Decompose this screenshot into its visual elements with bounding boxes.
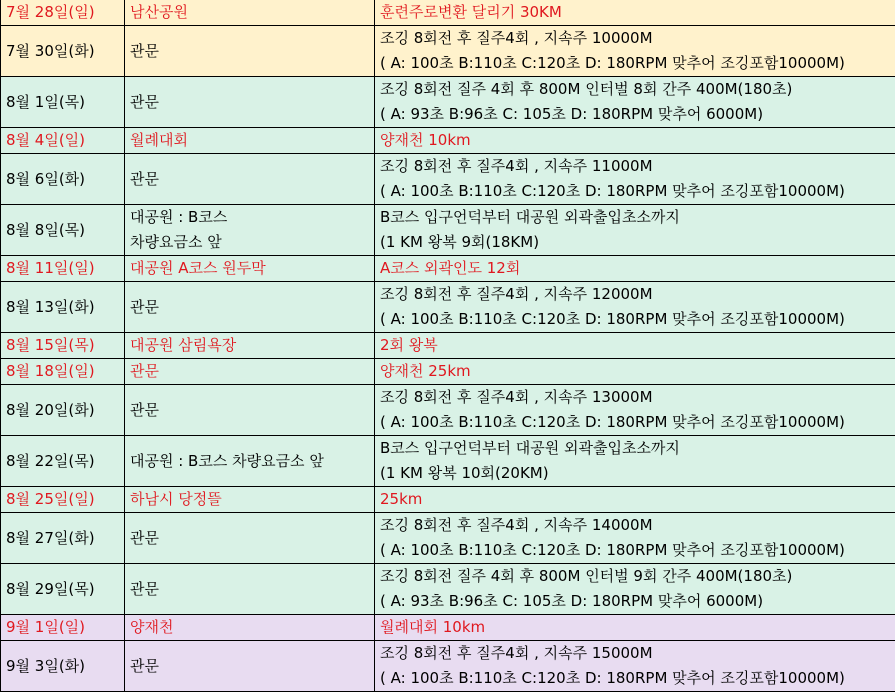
workout-cell <box>375 205 895 256</box>
table-row <box>1 77 895 128</box>
place-cell <box>125 359 375 385</box>
place-line: 관문 <box>130 577 370 602</box>
place-line: 관문 <box>130 295 370 320</box>
workout-cell <box>375 513 895 564</box>
workout-line: ( A: 100초 B:110초 C:120초 D: 180RPM 맞추어 조깅포함10000M) <box>380 307 891 332</box>
table-row <box>1 154 895 205</box>
workout-cell <box>375 0 895 26</box>
table-row <box>1 513 895 564</box>
place-line: 하남시 당정뜰 <box>130 487 370 512</box>
workout-line: B코스 입구언덕부터 대공원 외곽출입초소까지 <box>380 205 891 230</box>
workout-line: ( A: 93초 B:96초 C: 105초 D: 180RPM 맞추어 6000M) <box>380 589 891 614</box>
workout-cell <box>375 385 895 436</box>
workout-cell <box>375 359 895 385</box>
place-line: 관문 <box>130 526 370 551</box>
workout-line: 2회 왕복 <box>380 333 891 358</box>
workout-line: ( A: 100초 B:110초 C:120초 D: 180RPM 맞추어 조깅포함10000M) <box>380 666 891 691</box>
workout-cell <box>375 436 895 487</box>
workout-line: 훈련주로변환 달리기 30KM <box>380 0 891 25</box>
date-cell: 8월 8일(목) <box>1 205 125 256</box>
workout-cell <box>375 26 895 77</box>
workout-line: A코스 외곽인도 12회 <box>380 256 891 281</box>
date-cell: 8월 4일(일) <box>1 128 125 154</box>
place-cell <box>125 26 375 77</box>
workout-line: 양재천 10km <box>380 128 891 153</box>
date-cell: 8월 18일(일) <box>1 359 125 385</box>
workout-cell <box>375 641 895 692</box>
date-cell: 8월 6일(화) <box>1 154 125 205</box>
place-cell <box>125 256 375 282</box>
workout-line: ( A: 100초 B:110초 C:120초 D: 180RPM 맞추어 조깅포함10000M) <box>380 410 891 435</box>
schedule-body <box>1 0 895 692</box>
workout-cell <box>375 282 895 333</box>
workout-line: ( A: 93초 B:96초 C: 105초 D: 180RPM 맞추어 6000M) <box>380 102 891 127</box>
workout-line: 조깅 8회전 질주 4회 후 800M 인터벌 8회 간주 400M(180초) <box>380 77 891 102</box>
date-cell: 7월 30일(화) <box>1 26 125 77</box>
place-cell <box>125 436 375 487</box>
place-cell <box>125 205 375 256</box>
table-row <box>1 282 895 333</box>
place-cell <box>125 0 375 26</box>
place-line: 월례대회 <box>130 128 370 153</box>
date-cell: 8월 25일(일) <box>1 487 125 513</box>
table-row <box>1 0 895 26</box>
date-cell: 8월 20일(화) <box>1 385 125 436</box>
workout-cell <box>375 333 895 359</box>
workout-line: 조깅 8회전 후 질주4회 , 지속주 10000M <box>380 26 891 51</box>
place-cell <box>125 641 375 692</box>
table-row <box>1 385 895 436</box>
place-line: 대공원 삼림욕장 <box>130 333 370 358</box>
date-cell: 8월 1일(목) <box>1 77 125 128</box>
table-row <box>1 333 895 359</box>
table-row <box>1 26 895 77</box>
place-line: 관문 <box>130 90 370 115</box>
place-cell <box>125 154 375 205</box>
date-cell: 9월 1일(일) <box>1 615 125 641</box>
workout-line: (1 KM 왕복 10회(20KM) <box>380 461 891 486</box>
place-line: 대공원 : B코스 <box>130 205 370 230</box>
workout-cell <box>375 128 895 154</box>
workout-cell <box>375 615 895 641</box>
date-cell: 8월 13일(화) <box>1 282 125 333</box>
table-row <box>1 615 895 641</box>
table-row <box>1 564 895 615</box>
table-row <box>1 641 895 692</box>
date-cell: 8월 27일(화) <box>1 513 125 564</box>
workout-line: ( A: 100초 B:110초 C:120초 D: 180RPM 맞추어 조깅포함10000M) <box>380 179 891 204</box>
workout-line: 조깅 8회전 후 질주4회 , 지속주 14000M <box>380 513 891 538</box>
workout-cell <box>375 564 895 615</box>
workout-line: 월례대회 10km <box>380 615 891 640</box>
workout-line: B코스 입구언덕부터 대공원 외곽출입초소까지 <box>380 436 891 461</box>
place-cell <box>125 333 375 359</box>
table-row <box>1 205 895 256</box>
place-line: 관문 <box>130 359 370 384</box>
workout-cell <box>375 256 895 282</box>
table-row <box>1 436 895 487</box>
place-line: 남산공원 <box>130 0 370 25</box>
place-cell <box>125 282 375 333</box>
workout-line: 조깅 8회전 질주 4회 후 800M 인터벌 9회 간주 400M(180초) <box>380 564 891 589</box>
workout-line: (1 KM 왕복 9회(18KM) <box>380 230 891 255</box>
table-row <box>1 128 895 154</box>
workout-line: 조깅 8회전 후 질주4회 , 지속주 13000M <box>380 385 891 410</box>
workout-line: 25km <box>380 487 891 512</box>
place-cell <box>125 77 375 128</box>
place-line: 관문 <box>130 39 370 64</box>
place-cell <box>125 615 375 641</box>
place-cell <box>125 564 375 615</box>
date-cell: 8월 22일(목) <box>1 436 125 487</box>
table-row <box>1 359 895 385</box>
workout-line: ( A: 100초 B:110초 C:120초 D: 180RPM 맞추어 조깅포함10000M) <box>380 538 891 563</box>
date-cell: 8월 15일(목) <box>1 333 125 359</box>
place-line: 관문 <box>130 654 370 679</box>
place-line: 대공원 : B코스 차량요금소 앞 <box>130 449 370 474</box>
place-line: 관문 <box>130 167 370 192</box>
table-row <box>1 487 895 513</box>
workout-line: ( A: 100초 B:110초 C:120초 D: 180RPM 맞추어 조깅포함10000M) <box>380 51 891 76</box>
table-row <box>1 256 895 282</box>
place-line: 차량요금소 앞 <box>130 230 370 255</box>
place-cell <box>125 385 375 436</box>
workout-line: 조깅 8회전 후 질주4회 , 지속주 15000M <box>380 641 891 666</box>
place-cell <box>125 513 375 564</box>
workout-cell <box>375 487 895 513</box>
place-line: 양재천 <box>130 615 370 640</box>
date-cell: 7월 28일(일) <box>1 0 125 26</box>
place-cell <box>125 487 375 513</box>
workout-line: 조깅 8회전 후 질주4회 , 지속주 12000M <box>380 282 891 307</box>
workout-cell <box>375 154 895 205</box>
date-cell: 8월 11일(일) <box>1 256 125 282</box>
workout-line: 양재천 25km <box>380 359 891 384</box>
date-cell: 8월 29일(목) <box>1 564 125 615</box>
place-line: 대공원 A코스 원두막 <box>130 256 370 281</box>
place-cell <box>125 128 375 154</box>
place-line: 관문 <box>130 398 370 423</box>
workout-cell <box>375 77 895 128</box>
workout-line: 조깅 8회전 후 질주4회 , 지속주 11000M <box>380 154 891 179</box>
date-cell: 9월 3일(화) <box>1 641 125 692</box>
